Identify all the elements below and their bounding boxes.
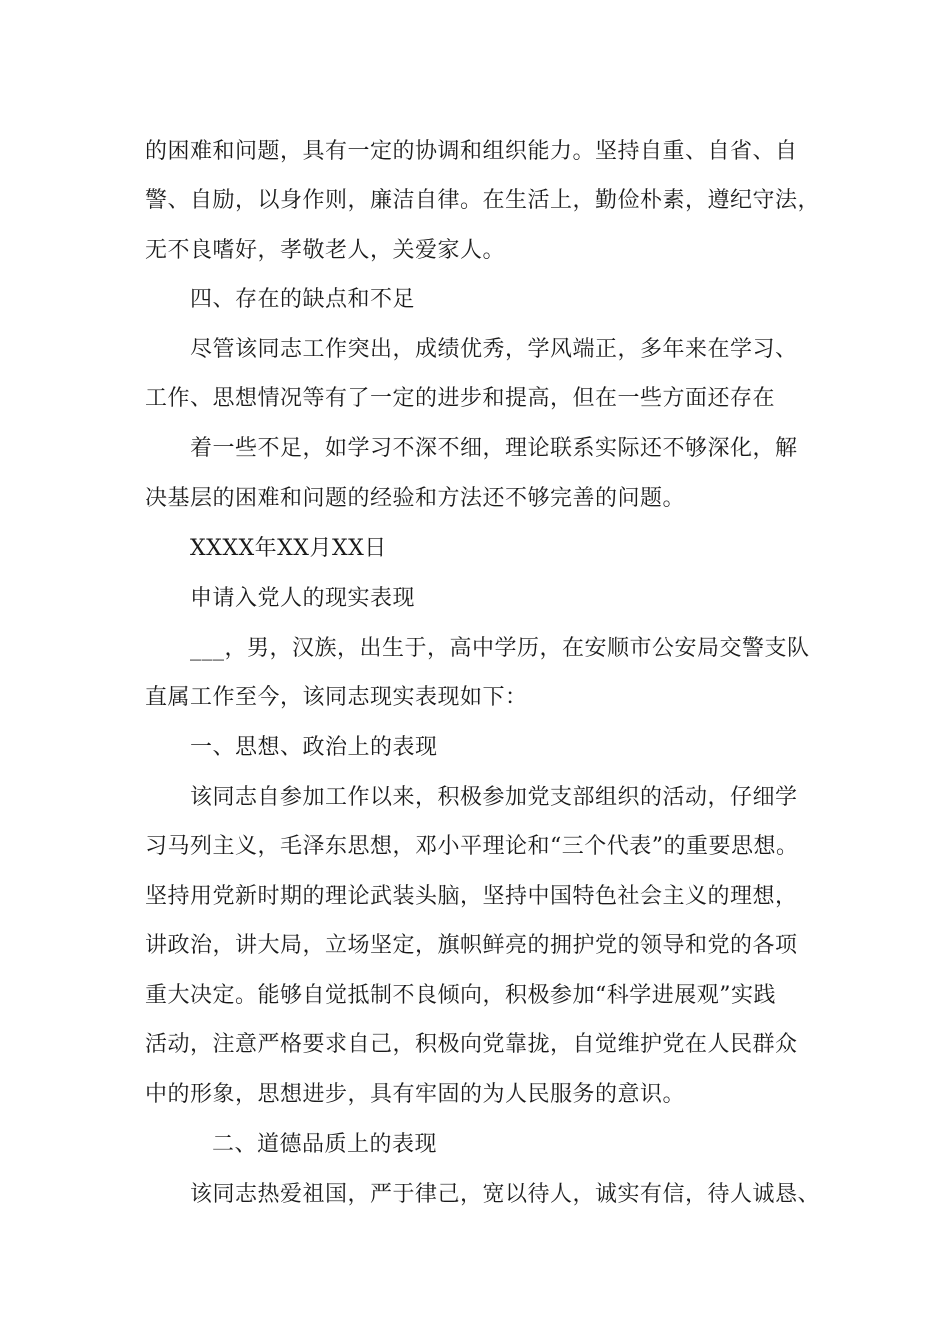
paragraph-line: 活动，注意严格要求自己，积极向党靠拢，自觉维护党在人民群众	[145, 1032, 798, 1057]
paragraph-line: 该同志自参加工作以来，积极参加党支部组织的活动，仔细学	[190, 785, 798, 810]
paragraph-line: 重大决定。能够自觉抵制不良倾向，积极参加“科学进展观”实践	[145, 983, 776, 1008]
date-line: XXXX年XX月XX日	[190, 536, 387, 561]
paragraph-line: 的困难和问题，具有一定的协调和组织能力。坚持自重、自省、自	[145, 139, 798, 164]
paragraph-line: 警、自励，以身作则，廉洁自律。在生活上，勤俭朴素，遵纪守法，	[145, 188, 821, 213]
paragraph-line: ___，男，汉族，出生于，高中学历，在安顺市公安局交警支队	[190, 636, 810, 661]
document-title: 申请入党人的现实表现	[190, 586, 416, 611]
section-heading: 一、思想、政治上的表现	[190, 735, 438, 760]
paragraph-line: 坚持用党新时期的理论武装头脑，坚持中国特色社会主义的理想，	[145, 884, 798, 909]
paragraph-line: 决基层的困难和问题的经验和方法还不够完善的问题。	[145, 486, 686, 511]
paragraph-line: 讲政治，讲大局，立场坚定，旗帜鲜亮的拥护党的领导和党的各项	[145, 933, 798, 958]
section-heading: 四、存在的缺点和不足	[190, 287, 416, 312]
paragraph-line: 尽管该同志工作突出，成绩优秀，学风端正，多年来在学习、	[190, 337, 798, 362]
paragraph-line: 习马列主义，毛泽东思想，邓小平理论和“三个代表”的重要思想。	[145, 834, 799, 859]
paragraph-line: 无不良嗜好，孝敬老人，关爱家人。	[145, 238, 506, 263]
paragraph-line: 工作、思想情况等有了一定的进步和提高，但在一些方面还存在	[145, 386, 776, 411]
paragraph-line: 该同志热爱祖国，严于律己，宽以待人，诚实有信，待人诚恳、	[190, 1182, 821, 1207]
paragraph-line: 中的形象，思想进步，具有牢固的为人民服务的意识。	[145, 1082, 686, 1107]
section-heading: 二、道德品质上的表现	[212, 1132, 438, 1157]
paragraph-line: 着一些不足，如学习不深不细，理论联系实际还不够深化，解	[190, 436, 798, 461]
paragraph-line: 直属工作至今，该同志现实表现如下：	[145, 685, 528, 710]
